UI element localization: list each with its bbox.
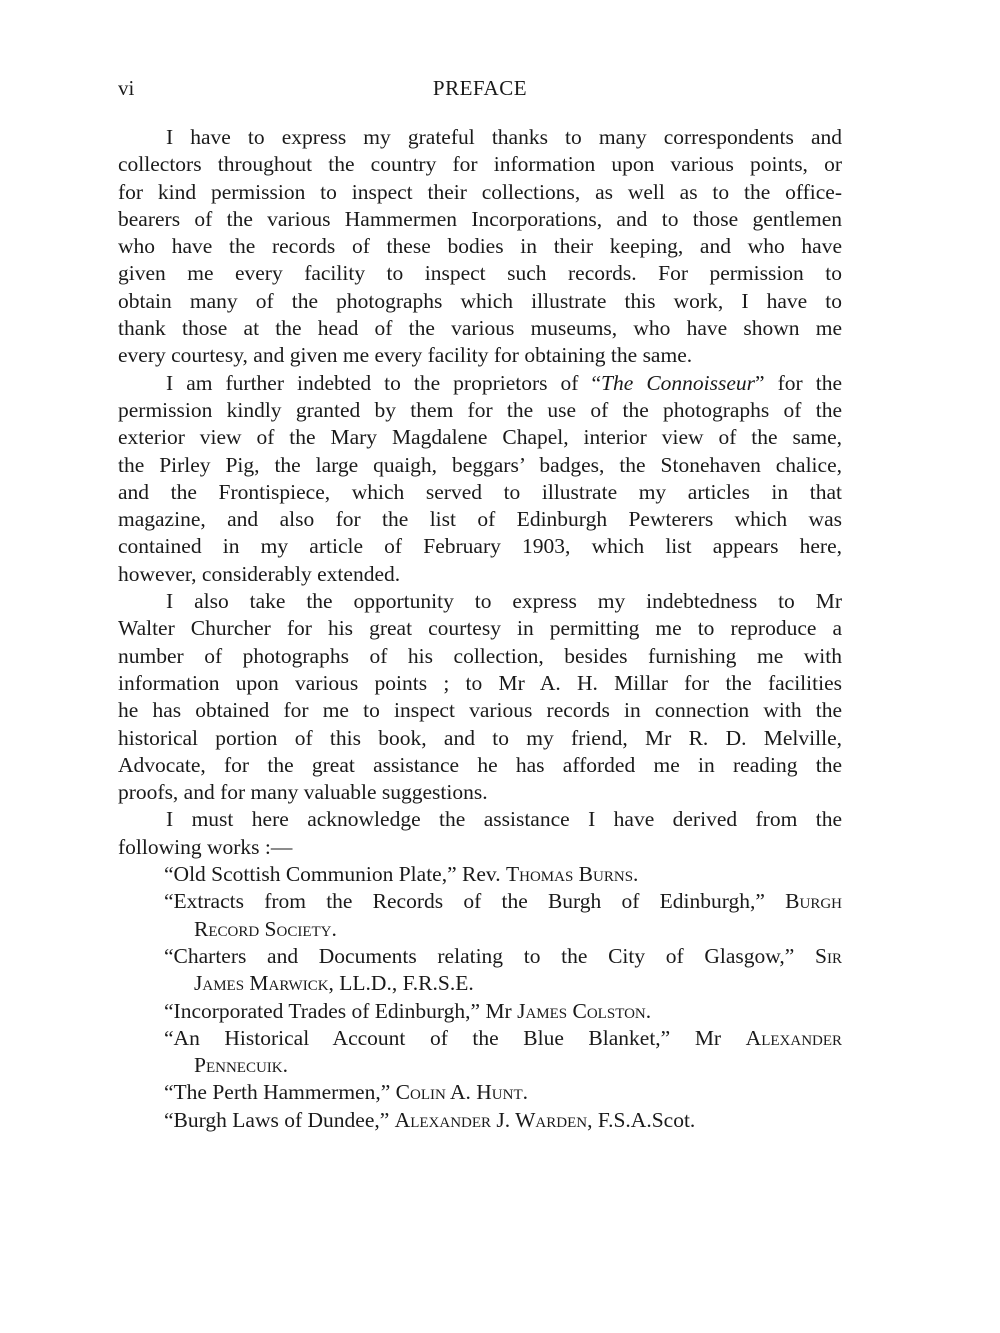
works-list-item: “Extracts from the Records of the Burgh of Edinburgh,” Burgh (164, 889, 842, 914)
text-line: and the Frontispiece, which served to illustrate my articles in that (118, 479, 842, 504)
works-list-item: “Old Scottish Communion Plate,” Rev. Thomas Burns. (164, 862, 639, 887)
text-line: he has obtained for me to inspect various records in connection with the (118, 698, 842, 723)
running-title: PREFACE (432, 76, 528, 100)
text-line: number of photographs of his collection, besides furnishing me with (118, 643, 842, 668)
works-list-item: “An Historical Account of the Blue Blanket,” Mr Alexander (164, 1025, 843, 1050)
works-list-item: “Incorporated Trades of Edinburgh,” Mr James Colston. (164, 998, 652, 1023)
text-line: obtain many of the photographs which illustrate this work, I have to (118, 288, 842, 313)
text-line: however, considerably extended. (118, 561, 401, 586)
text-line: exterior view of the Mary Magdalene Chapel, interior view of the same, (118, 425, 842, 450)
text-line: proofs, and for many valuable suggestions. (118, 780, 488, 805)
page-number: vi (118, 76, 135, 100)
text-line: contained in my article of February 1903, which list appears here, (118, 534, 842, 559)
works-list-item-continuation: Record Society. (194, 916, 337, 941)
work-author: Alexander J. Warden, (394, 1107, 593, 1132)
text-line: given me every facility to inspect such records. For permission to (118, 261, 842, 286)
works-list-item-continuation: Pennecuik. (194, 1053, 288, 1078)
text-line: following works :— (118, 834, 293, 859)
paragraph-churcher (118, 588, 842, 806)
work-author: Sir (815, 943, 843, 968)
text-line: I have to express my grateful thanks to many correspondents and (166, 125, 842, 149)
text-line: information upon various points ; to Mr A. H. Millar for the facilities (118, 670, 842, 695)
text-line: Advocate, for the great assistance he has afforded me in reading the (118, 752, 842, 777)
publication-title: The Connoisseur (601, 370, 756, 395)
paragraph-works-intro (118, 806, 842, 861)
work-author: Alexander (745, 1025, 843, 1050)
preface-body (118, 124, 842, 1134)
text-line: historical portion of this book, and to my friend, Mr R. D. Melville, (118, 725, 842, 750)
text-line: Walter Churcher for his great courtesy in permitting me to reproduce a (118, 616, 842, 641)
text-line: bearers of the various Hammermen Incorporations, and to those gentlemen (118, 206, 842, 231)
paragraph-acknowledgements (118, 124, 842, 370)
works-list-item: “The Perth Hammermen,” Colin A. Hunt. (164, 1080, 528, 1105)
text-line: permission kindly granted by them for the use of the photographs of the (118, 397, 842, 422)
text-line: every courtesy, and given me every facility for obtaining the same. (118, 343, 693, 368)
text-line: I also take the opportunity to express my indebtedness to Mr (166, 589, 842, 614)
text-line: I must here acknowledge the assistance I have derived from the (166, 807, 842, 832)
text-line: the Pirley Pig, the large quaigh, beggars’ badges, the Stonehaven chalice, (118, 452, 842, 477)
works-list-item-continuation: James Marwick, LL.D., F.R.S.E. (194, 971, 474, 996)
works-list (118, 861, 842, 1134)
works-list-item: “Charters and Documents relating to the City of Glasgow,” Sir (164, 943, 843, 968)
work-author: James Colston. (517, 998, 652, 1023)
text-line: collectors throughout the country for information upon various points, or (118, 152, 842, 177)
work-author: Colin A. Hunt. (395, 1080, 528, 1105)
paragraph-connoisseur (118, 370, 842, 588)
works-list-item: “Burgh Laws of Dundee,” Alexander J. Warden, F.S.A.Scot. (164, 1107, 696, 1132)
work-author: Burgh (785, 889, 842, 914)
text-line: thank those at the head of the various museums, who have shown me (118, 316, 842, 341)
text-line: magazine, and also for the list of Edinburgh Pewterers which was (118, 507, 842, 532)
text-line: who have the records of these bodies in their keeping, and who have (118, 234, 842, 259)
text-line: I am further indebted to the proprietors of “The Connoisseur” for the (166, 370, 842, 395)
page-header (118, 76, 842, 106)
work-author: Thomas Burns. (506, 862, 639, 887)
text-line: for kind permission to inspect their collections, as well as to the office- (118, 179, 842, 204)
